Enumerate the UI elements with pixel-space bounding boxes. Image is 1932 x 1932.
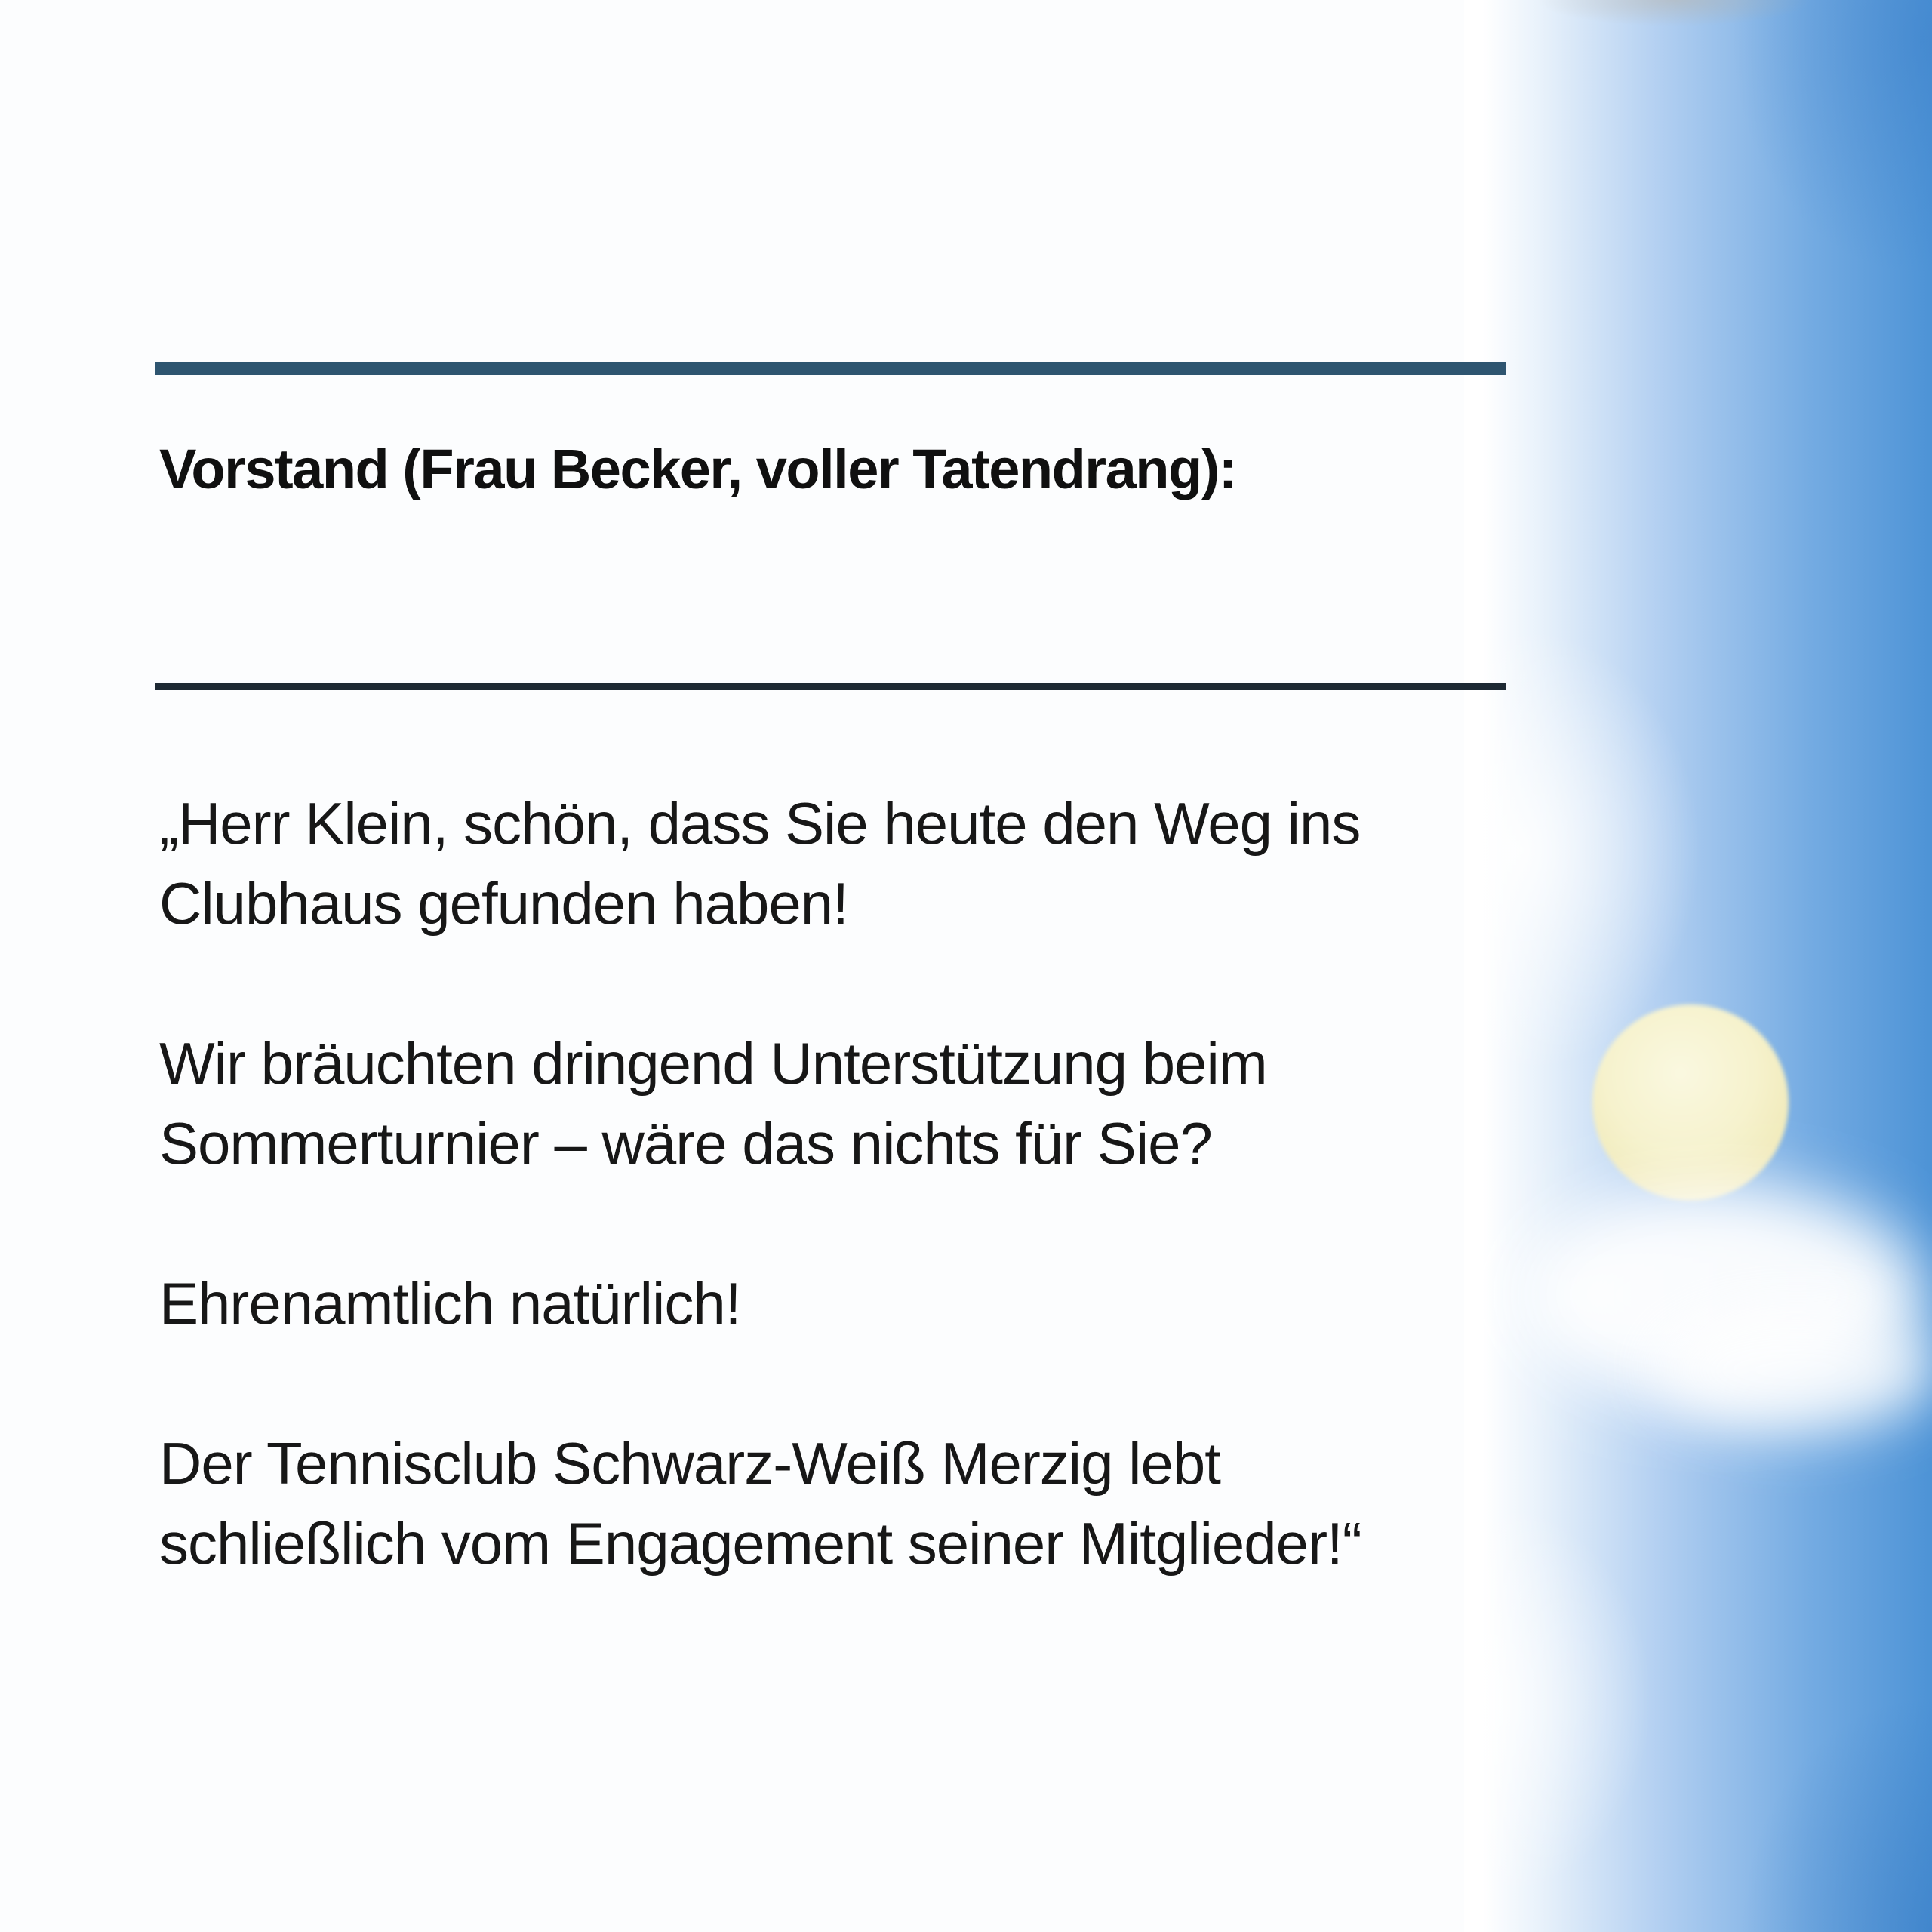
page-title: Vorstand (Frau Becker, voller Tatendrang):	[159, 438, 1236, 500]
tennis-sky-photo	[1464, 0, 1932, 1932]
dialogue-paragraph	[159, 1423, 1506, 1583]
dialogue-line: schließlich vom Engagement seiner Mitglieder!“	[159, 1510, 1361, 1577]
cloud-image	[1653, 1306, 1932, 1434]
dialogue-line: Ehrenamtlich natürlich!	[159, 1270, 741, 1337]
dialogue-paragraph	[159, 1023, 1506, 1183]
bottom-divider-line	[155, 683, 1506, 690]
content-area	[155, 0, 1506, 1663]
dialogue-line: Der Tennisclub Schwarz-Weiß Merzig lebt	[159, 1430, 1220, 1497]
tennis-ball-image	[1592, 1004, 1789, 1201]
dialogue-line: Sommerturnier – wäre das nichts für Sie?	[159, 1110, 1212, 1177]
dialogue-line: „Herr Klein, schön, dass Sie heute den Weg ins	[159, 790, 1361, 857]
dialogue-text	[159, 783, 1506, 1583]
top-divider-line	[155, 362, 1506, 375]
dialogue-line: Wir bräuchten dringend Unterstützung beim	[159, 1030, 1267, 1097]
dialogue-paragraph	[159, 1263, 1506, 1343]
dialogue-line: Clubhaus gefunden haben!	[159, 870, 848, 937]
dialogue-paragraph	[159, 783, 1506, 943]
